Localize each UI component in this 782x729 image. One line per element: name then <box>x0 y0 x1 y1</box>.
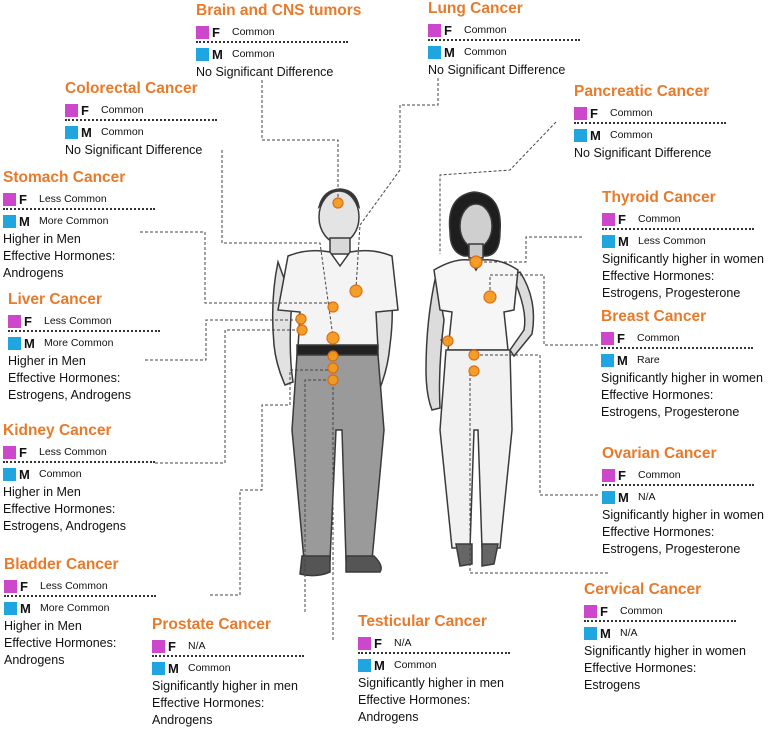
description <box>602 251 764 302</box>
female-label: F <box>212 24 220 40</box>
female-label: F <box>19 191 27 207</box>
male-label: M <box>444 44 455 60</box>
female-row <box>602 467 754 486</box>
female-swatch <box>358 637 371 650</box>
card-title: Prostate Cancer <box>152 616 271 633</box>
male-level: N/A <box>620 627 638 639</box>
male-row <box>152 660 304 676</box>
marker-ovarian <box>469 350 479 360</box>
description <box>152 678 304 729</box>
marker-kidney <box>297 325 307 335</box>
card-breast <box>601 308 763 421</box>
female-row <box>196 24 348 43</box>
female-level: Common <box>638 213 681 225</box>
desc-line: Androgens <box>152 713 213 727</box>
female-right-shoe <box>482 544 498 566</box>
marker-colorectal <box>327 332 339 344</box>
desc-line: No Significant Difference <box>574 146 712 160</box>
female-level: Less Common <box>39 193 107 205</box>
male-row <box>4 600 156 616</box>
marker-cervical <box>469 366 479 376</box>
male-row <box>65 124 217 140</box>
male-level: Rare <box>637 354 660 366</box>
female-label: F <box>19 444 27 460</box>
male-swatch <box>428 46 441 59</box>
desc-line: Androgens <box>3 266 64 280</box>
male-label: M <box>20 600 31 616</box>
male-swatch <box>8 337 21 350</box>
marker-stomach <box>328 302 338 312</box>
female-level: Common <box>464 24 507 36</box>
male-swatch <box>3 468 16 481</box>
male-label: M <box>81 124 92 140</box>
card-title: Bladder Cancer <box>4 556 119 573</box>
male-swatch <box>65 126 78 139</box>
female-swatch <box>3 193 16 206</box>
desc-line: Significantly higher in men <box>152 679 298 693</box>
female-label: F <box>81 102 89 118</box>
desc-line: No Significant Difference <box>428 63 566 77</box>
description <box>8 353 160 404</box>
desc-line: Effective Hormones: <box>4 636 117 650</box>
desc-line: Higher in Men <box>8 354 86 368</box>
description <box>3 231 155 282</box>
female-level: Less Common <box>44 315 112 327</box>
female-row <box>584 603 736 622</box>
male-row <box>428 44 580 60</box>
female-row <box>574 105 726 124</box>
card-title: Thyroid Cancer <box>602 189 716 206</box>
card-liver <box>8 291 160 404</box>
male-row <box>196 46 361 62</box>
desc-line: Estrogens, Progesterone <box>601 405 740 419</box>
female-level: Common <box>232 26 275 38</box>
male-label: M <box>168 660 179 676</box>
female-swatch <box>428 24 441 37</box>
desc-line: Effective Hormones: <box>3 502 116 516</box>
desc-line: Effective Hormones: <box>8 371 121 385</box>
female-label: F <box>617 330 625 346</box>
desc-line: No Significant Difference <box>65 143 203 157</box>
female-row <box>4 578 156 597</box>
marker-bladder <box>328 351 338 361</box>
male-swatch <box>358 659 371 672</box>
card-stomach <box>3 169 155 282</box>
desc-line: Estrogens, Androgens <box>8 388 131 402</box>
female-row <box>3 191 155 210</box>
desc-line: Higher in Men <box>3 485 81 499</box>
male-neck <box>330 238 350 254</box>
female-swatch <box>196 26 209 39</box>
desc-line: Androgens <box>358 710 419 724</box>
female-row <box>428 22 580 41</box>
female-swatch <box>3 446 16 459</box>
male-row <box>601 352 763 368</box>
male-swatch <box>584 627 597 640</box>
male-level: Common <box>232 48 275 60</box>
male-level: N/A <box>638 491 656 503</box>
card-title: Kidney Cancer <box>3 422 112 439</box>
male-level: Common <box>464 46 507 58</box>
desc-line: Effective Hormones: <box>601 388 714 402</box>
marker-prostate <box>328 363 338 373</box>
description <box>428 62 580 79</box>
desc-line: Estrogens, Androgens <box>3 519 126 533</box>
desc-line: Higher in Men <box>4 619 82 633</box>
female-level: N/A <box>394 637 412 649</box>
female-level: Less Common <box>40 580 108 592</box>
male-swatch <box>602 235 615 248</box>
desc-line: Estrogens, Progesterone <box>602 286 741 300</box>
male-swatch <box>196 48 209 61</box>
card-lung <box>428 0 580 79</box>
female-row <box>8 313 160 332</box>
desc-line: Higher in Men <box>3 232 81 246</box>
card-testicular <box>358 613 510 726</box>
card-bladder <box>4 556 156 669</box>
female-swatch <box>152 640 165 653</box>
desc-line: No Significant Difference <box>196 65 334 79</box>
male-level: Less Common <box>638 235 706 247</box>
card-title: Colorectal Cancer <box>65 80 198 97</box>
male-level: Common <box>101 126 144 138</box>
card-ovarian <box>602 445 764 558</box>
desc-line: Effective Hormones: <box>602 269 715 283</box>
male-label: M <box>600 625 611 641</box>
desc-line: Significantly higher in men <box>358 676 504 690</box>
male-label: M <box>618 233 629 249</box>
male-level: More Common <box>40 602 110 614</box>
leader-brain <box>262 80 338 200</box>
male-row <box>602 233 764 249</box>
card-title: Stomach Cancer <box>3 169 126 186</box>
card-cervical <box>584 581 746 694</box>
female-trousers <box>440 350 512 548</box>
card-title: Breast Cancer <box>601 308 707 325</box>
female-swatch <box>574 107 587 120</box>
female-level: Common <box>610 107 653 119</box>
male-row <box>584 625 746 641</box>
female-label: F <box>600 603 608 619</box>
female-label: F <box>168 638 176 654</box>
description <box>65 142 217 159</box>
female-level: Common <box>637 332 680 344</box>
desc-line: Significantly higher in women <box>584 644 746 658</box>
male-level: Common <box>188 662 231 674</box>
male-level: Common <box>39 468 82 480</box>
male-swatch <box>574 129 587 142</box>
desc-line: Effective Hormones: <box>152 696 265 710</box>
female-label: F <box>618 467 626 483</box>
marker-thyroid <box>470 256 482 268</box>
marker-female-left <box>443 336 453 346</box>
marker-testicular <box>328 375 338 385</box>
male-swatch <box>601 354 614 367</box>
female-row <box>3 444 155 463</box>
description <box>574 145 726 162</box>
marker-lung <box>350 285 362 297</box>
description <box>196 64 361 81</box>
female-row <box>152 638 304 657</box>
male-label: M <box>590 127 601 143</box>
description <box>3 484 155 535</box>
female-label: F <box>24 313 32 329</box>
male-label: M <box>19 466 30 482</box>
female-level: Common <box>101 104 144 116</box>
desc-line: Effective Hormones: <box>602 525 715 539</box>
female-row <box>602 211 754 230</box>
description <box>358 675 510 726</box>
card-title: Ovarian Cancer <box>602 445 717 462</box>
marker-brain <box>333 198 343 208</box>
male-swatch <box>152 662 165 675</box>
female-level: Common <box>620 605 663 617</box>
male-level: More Common <box>44 337 114 349</box>
male-level: More Common <box>39 215 109 227</box>
male-row <box>3 466 155 482</box>
desc-line: Effective Hormones: <box>584 661 697 675</box>
female-swatch <box>4 580 17 593</box>
female-level: Less Common <box>39 446 107 458</box>
male-row <box>8 335 160 351</box>
female-swatch <box>602 469 615 482</box>
desc-line: Effective Hormones: <box>358 693 471 707</box>
male-row <box>3 213 155 229</box>
male-label: M <box>212 46 223 62</box>
male-label: M <box>19 213 30 229</box>
desc-line: Androgens <box>4 653 65 667</box>
male-label: M <box>618 489 629 505</box>
female-swatch <box>602 213 615 226</box>
desc-line: Significantly higher in women <box>601 371 763 385</box>
card-title: Liver Cancer <box>8 291 102 308</box>
male-row <box>358 657 510 673</box>
card-title: Pancreatic Cancer <box>574 83 710 100</box>
male-level: Common <box>610 129 653 141</box>
male-level: Common <box>394 659 437 671</box>
card-kidney <box>3 422 155 535</box>
description <box>4 618 156 669</box>
female-label: F <box>618 211 626 227</box>
desc-line: Estrogens <box>584 678 641 692</box>
card-title: Testicular Cancer <box>358 613 487 630</box>
description <box>602 507 764 558</box>
card-prostate <box>152 616 304 729</box>
female-level: N/A <box>188 640 206 652</box>
male-swatch <box>3 215 16 228</box>
description <box>584 643 746 694</box>
description <box>601 370 763 421</box>
male-swatch <box>4 602 17 615</box>
female-figure <box>426 192 534 566</box>
female-row <box>601 330 753 349</box>
marker-liver <box>296 314 306 324</box>
female-head <box>460 204 492 248</box>
female-swatch <box>8 315 21 328</box>
card-title: Brain and CNS tumors <box>196 2 362 19</box>
male-label: M <box>617 352 628 368</box>
female-swatch <box>65 104 78 117</box>
marker-breast <box>484 291 496 303</box>
female-swatch <box>601 332 614 345</box>
card-colorectal <box>65 80 217 159</box>
card-title: Cervical Cancer <box>584 581 702 598</box>
male-label: M <box>374 657 385 673</box>
male-trousers <box>292 355 384 560</box>
female-label: F <box>444 22 452 38</box>
desc-line: Significantly higher in women <box>602 508 764 522</box>
female-label: F <box>374 635 382 651</box>
female-row <box>358 635 510 654</box>
female-level: Common <box>638 469 681 481</box>
female-swatch <box>584 605 597 618</box>
card-pancreatic <box>574 83 726 162</box>
male-label: M <box>24 335 35 351</box>
card-title: Lung Cancer <box>428 0 523 17</box>
female-label: F <box>20 578 28 594</box>
desc-line: Effective Hormones: <box>3 249 116 263</box>
card-brain <box>196 2 361 81</box>
card-thyroid <box>602 189 764 302</box>
male-row <box>602 489 764 505</box>
male-row <box>574 127 726 143</box>
female-label: F <box>590 105 598 121</box>
male-swatch <box>602 491 615 504</box>
desc-line: Estrogens, Progesterone <box>602 542 741 556</box>
female-row <box>65 102 217 121</box>
desc-line: Significantly higher in women <box>602 252 764 266</box>
male-right-shoe <box>346 556 381 572</box>
